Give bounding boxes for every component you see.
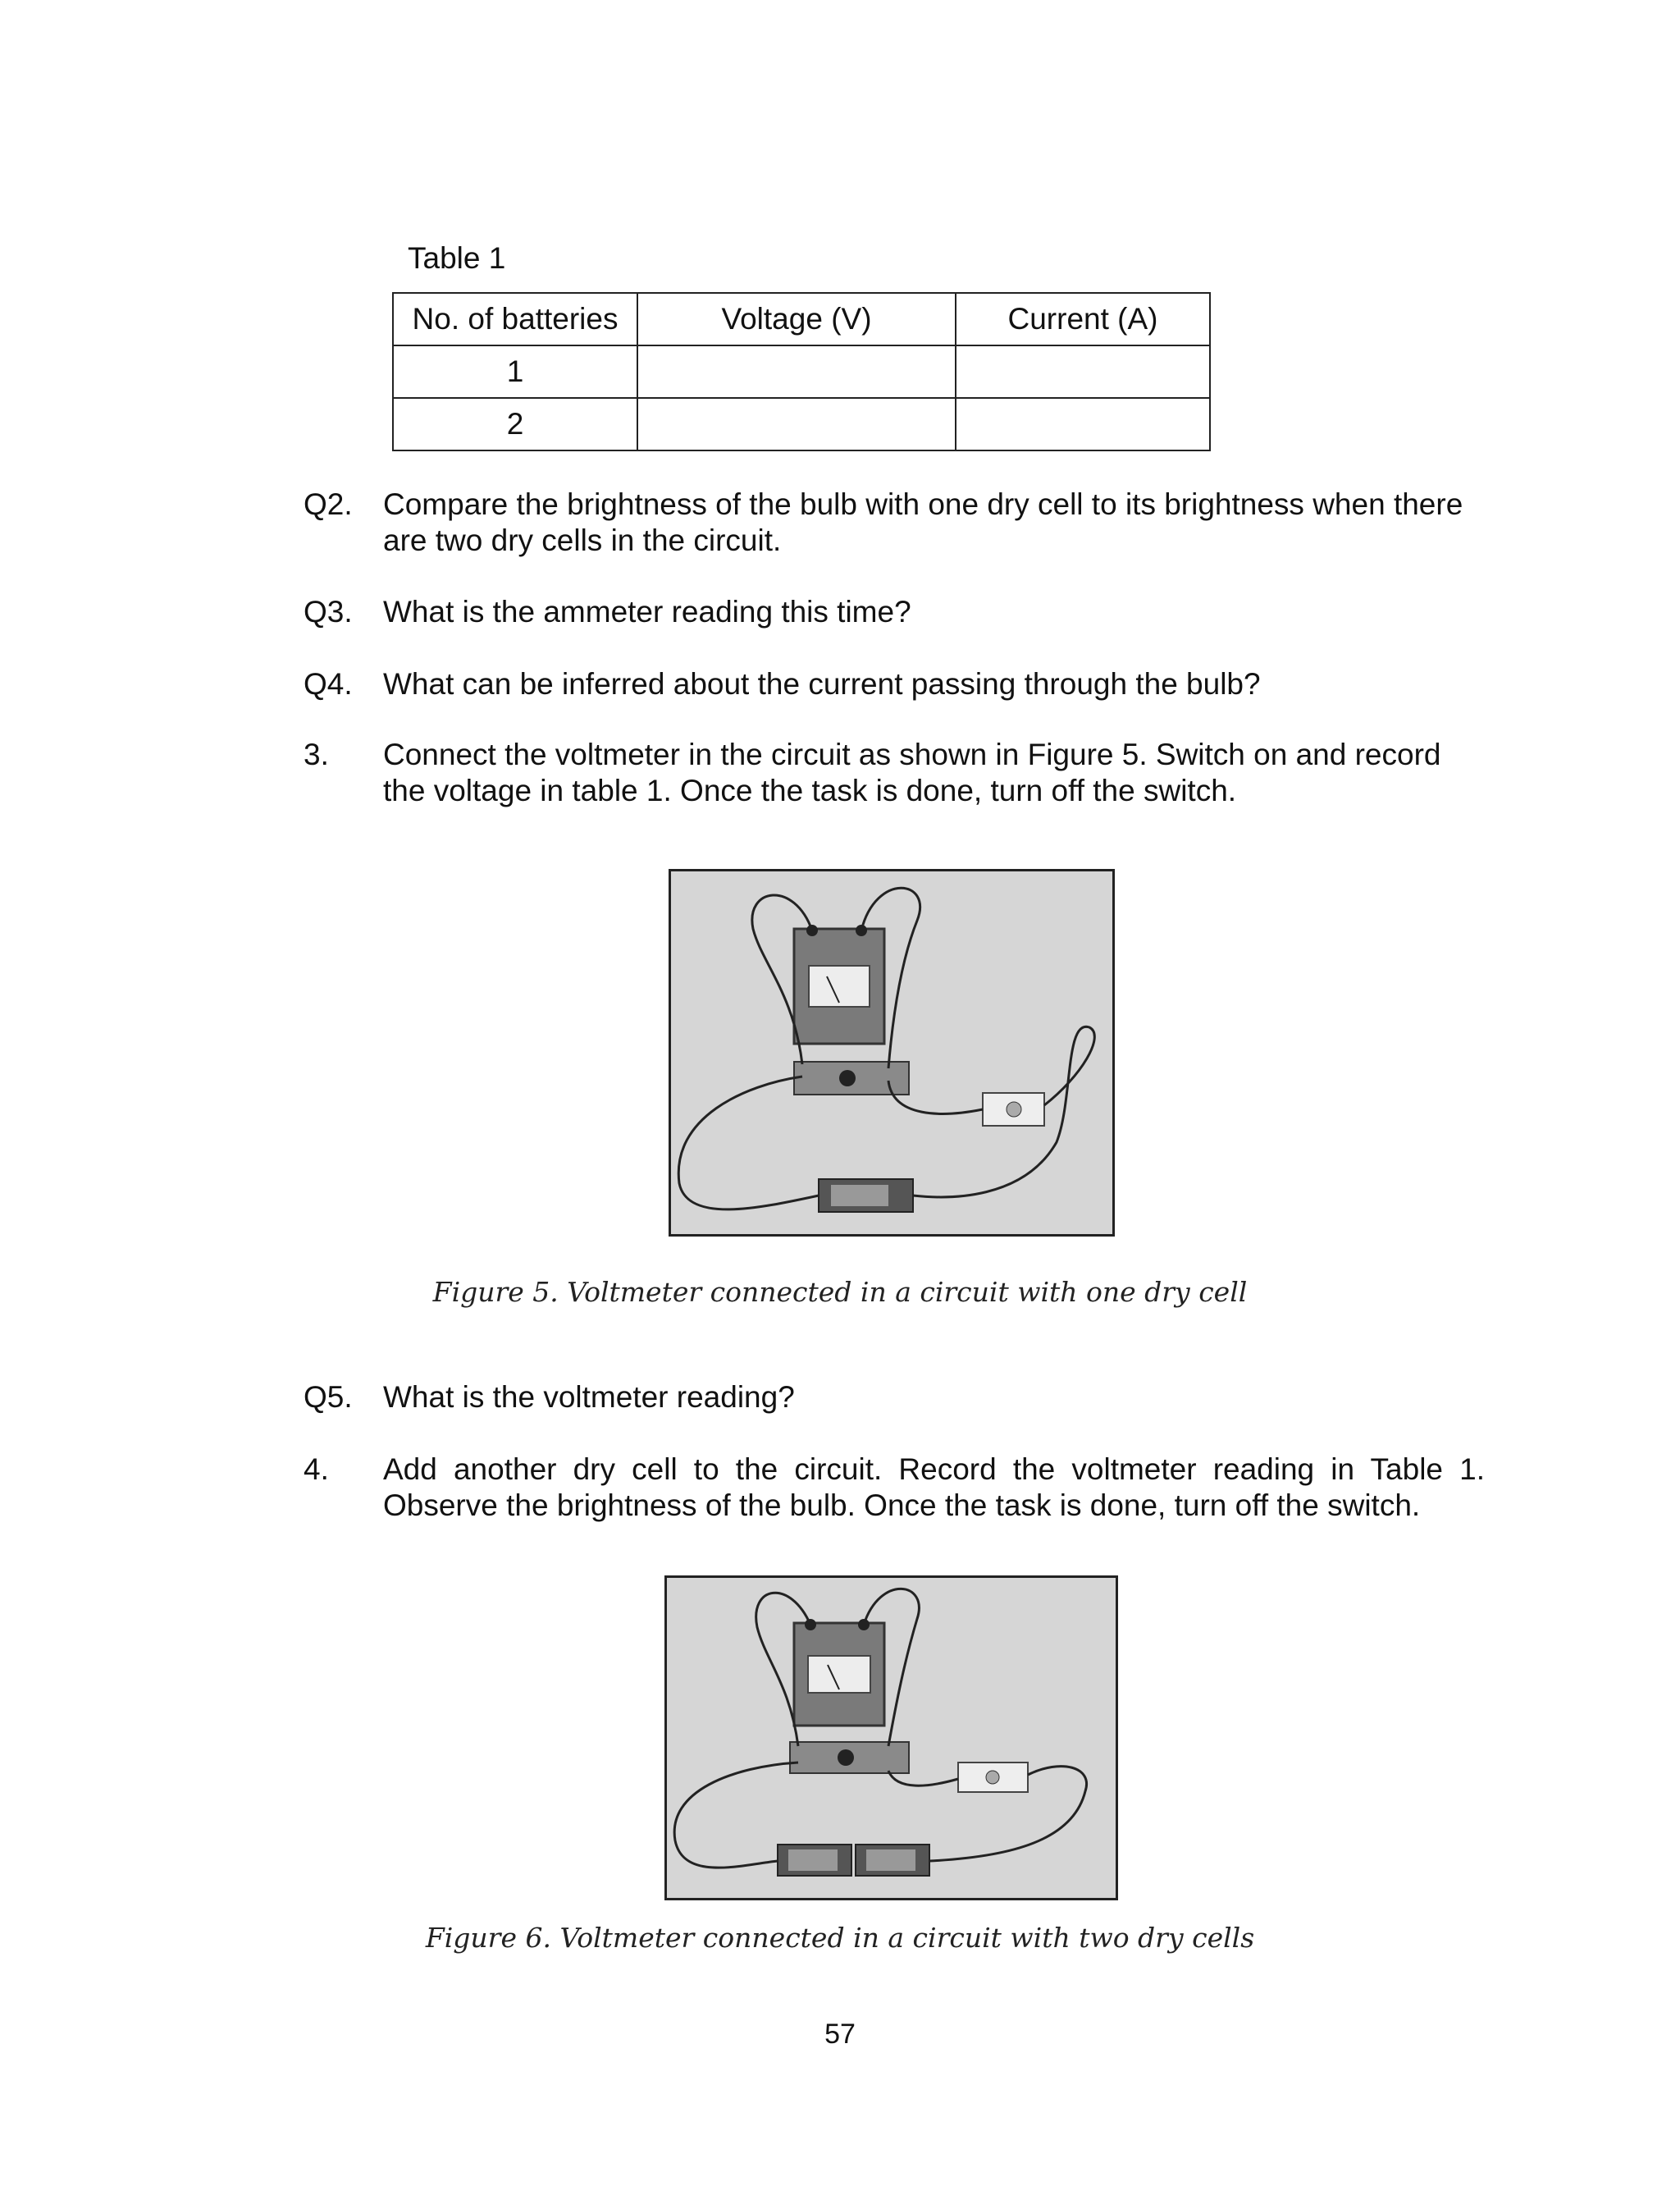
- figure-6-caption: Figure 6. Voltmeter connected in a circuit with two dry cells: [425, 1922, 1255, 1954]
- circuit-photo-one-cell: [671, 871, 1112, 1234]
- figure-5-photo: [669, 869, 1115, 1237]
- item-text: Add another dry cell to the circuit. Record the voltmeter reading in Table 1. Observe the brightness of the bulb. Once the task is done, turn off the switch.: [383, 1452, 1485, 1522]
- table-cell: [956, 345, 1210, 398]
- circuit-photo-two-cells: [667, 1578, 1116, 1898]
- item-number: Q3.: [304, 595, 353, 629]
- item-text: What is the voltmeter reading?: [383, 1380, 795, 1414]
- table-cell: 2: [393, 398, 637, 450]
- table-row: [393, 398, 1210, 450]
- table-header-cell: No. of batteries: [393, 293, 637, 345]
- item-text: Connect the voltmeter in the circuit as shown in Figure 5. Switch on and record the voltage in table 1. Once the task is done, turn off the switch.: [383, 738, 1441, 807]
- figure-5-caption: Figure 5. Voltmeter connected in a circuit with one dry cell: [432, 1276, 1248, 1308]
- table-header-cell: Current (A): [956, 293, 1210, 345]
- table-row: [393, 345, 1210, 398]
- item-text: Compare the brightness of the bulb with one dry cell to its brightness when there are two dry cells in the circuit.: [383, 487, 1463, 557]
- table-cell: 1: [393, 345, 637, 398]
- table-cell: [637, 398, 956, 450]
- data-table: [392, 292, 1211, 451]
- table-header-row: [393, 293, 1210, 345]
- item-number: Q4.: [304, 667, 353, 701]
- page-number: 57: [824, 2019, 856, 2050]
- item-number: 4.: [304, 1452, 329, 1486]
- table-cell: [637, 345, 956, 398]
- item-text: What is the ammeter reading this time?: [383, 595, 911, 629]
- item-number: Q5.: [304, 1380, 353, 1414]
- table-caption: Table 1: [408, 241, 506, 275]
- table-cell: [956, 398, 1210, 450]
- item-number: Q2.: [304, 487, 353, 521]
- item-text: What can be inferred about the current passing through the bulb?: [383, 667, 1261, 701]
- figure-6-photo: [664, 1575, 1118, 1900]
- table-header-cell: Voltage (V): [637, 293, 956, 345]
- item-number: 3.: [304, 738, 329, 771]
